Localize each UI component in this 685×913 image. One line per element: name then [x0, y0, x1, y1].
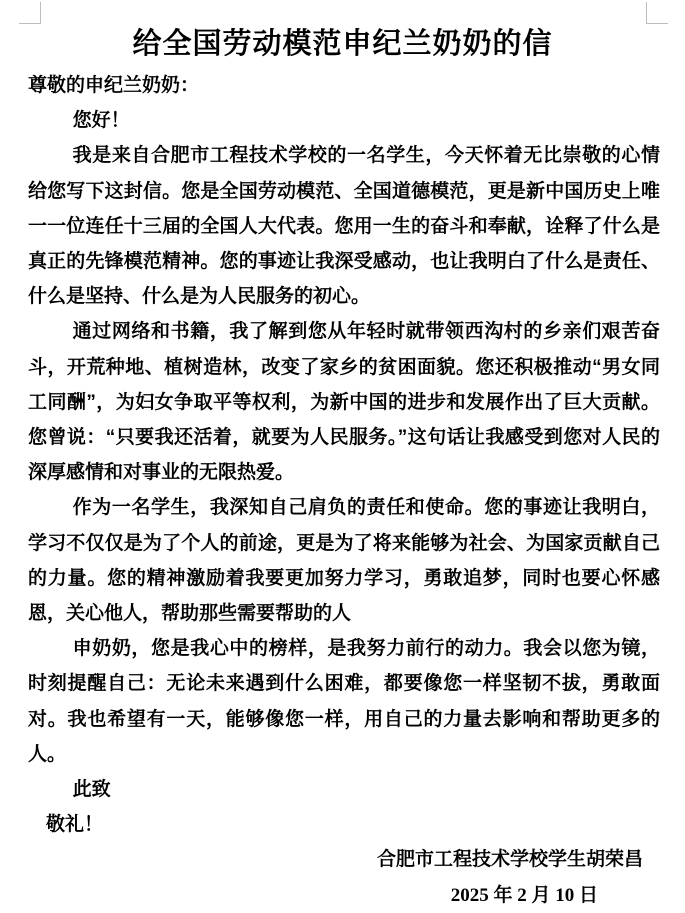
signature-line: 合肥市工程技术学校学生胡荣昌	[376, 849, 643, 871]
paragraph-2: 通过网络和书籍，我了解到您从年轻时就带领西沟村的乡亲们艰苦奋斗，开荒种地、植树造林，改变了家乡的贫困面貌。您还积极推动“男女同工同酬”，为妇女争取平等权利，为新中国的进步和发展作出了巨大贡献。您曾说：“只要我还活着，就要为人民服务。”这句话让我感受到您对人民的深厚感情和对事业的无限热爱。	[28, 321, 660, 484]
date-line: 2025 年 2 月 10 日	[450, 884, 598, 906]
text-boundary-corner-left	[19, 2, 41, 24]
salutation: 尊敬的申纪兰奶奶：	[28, 75, 200, 96]
letter-title: 给全国劳动模范申纪兰奶奶的信	[132, 28, 553, 60]
greeting: 您好！	[72, 110, 130, 132]
closing-jingli: 敬礼！	[46, 814, 104, 836]
paragraph-3: 作为一名学生，我深知自己肩负的责任和使命。您的事迹让我明白，学习不仅仅是为了个人的前途，更是为了将来能够为社会、为国家贡献自己的力量。您的精神激励着我要更加努力学习，勇敢追梦，同时也要心怀感恩，关心他人，帮助那些需要帮助的人	[28, 497, 660, 625]
paragraph-1: 我是来自合肥市工程技术学校的一名学生，今天怀着无比崇敬的心情给您写下这封信。您是全国劳动模范、全国道德模范，更是新中国历史上唯一一位连任十三届的全国人大代表。您用一生的奋斗和奉献，诠释了什么是真正的先锋模范精神。您的事迹让我深受感动，也让我明白了什么是责任、什么是坚持、什么是为人民服务的初心。	[28, 145, 660, 308]
closing-cizhi: 此致	[72, 779, 111, 801]
paragraph-4: 申奶奶，您是我心中的榜样，是我努力前行的动力。我会以您为镜，时刻提醒自己：无论未来遇到什么困难，都要像您一样坚韧不拔，勇敢面对。我也希望有一天，能够像您一样，用自己的力量去影响和帮助更多的人。	[28, 638, 660, 765]
letter-body	[28, 68, 660, 913]
text-boundary-corner-right	[646, 2, 668, 24]
